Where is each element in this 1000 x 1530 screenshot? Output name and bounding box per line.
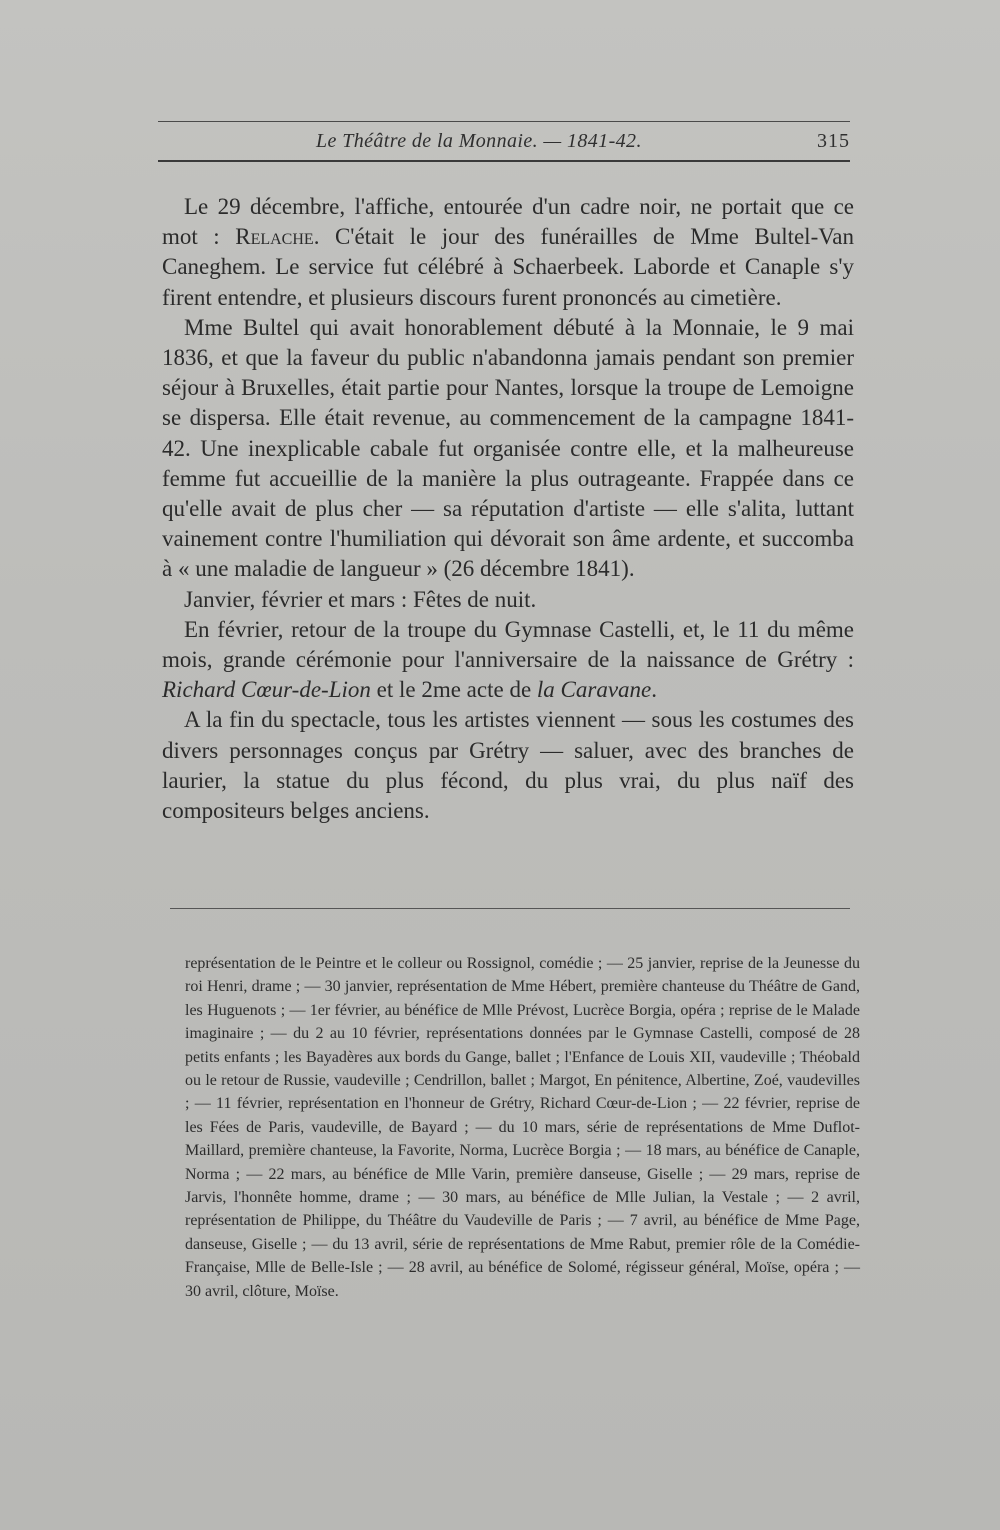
paragraph-5: A la fin du spectacle, tous les artistes viennent — sous les costumes des divers personnages conçus par Grétry — saluer, avec des branches de laurier, la statue du plus fécond, du plus vrai, du plus naïf des compositeurs belges anciens. <box>162 707 854 824</box>
footnote <box>185 952 860 1303</box>
paragraph-3: Janvier, février et mars : Fêtes de nuit. <box>184 586 537 612</box>
footnote-rule <box>170 908 850 909</box>
main-text <box>162 192 854 826</box>
page-number: 315 <box>817 130 850 152</box>
work-title-richard: Richard Cœur-de-Lion <box>162 677 371 703</box>
paragraph-2: Mme Bultel qui avait honorablement débuté à la Monnaie, le 9 mai 1836, et que la faveur du public n'abandonna jamais pendant son premier séjour à Bruxelles, était partie pour Nantes, lorsque la troupe de Lemoigne se dispersa. Elle était revenue, au commencement de la campagne 1841-42. Une inexplicable cabale fut organisée contre elle, et la malheureuse femme fut accueillie de la manière la plus outrageante. Frappée dans ce qu'elle avait de plus cher — sa réputation d'artiste — elle s'alita, luttant vainement contre l'humiliation qui dévorait son âme ardente, et succomba à « une maladie de langueur » (26 décembre 1841). <box>162 314 854 582</box>
footnote-text: représentation de le Peintre et le colleur ou Rossignol, comédie ; — 25 janvier, reprise de la Jeunesse du roi Henri, drame ; — 30 janvier, représentation de Mme Hébert, première chanteuse du Théâtre de Gand, les Huguenots ; — 1er février, au bénéfice de Mlle Prévost, Lucrèce Borgia, opéra ; reprise de le Malade imaginaire ; — du 2 au 10 février, représentations données par le Gymnase Castelli, composé de 28 petits enfants ; les Bayadères aux bords du Gange, ballet ; l'Enfance de Louis XII, vaudeville ; Théobald ou le retour de Russie, vaudeville ; Cendrillon, ballet ; Margot, En pénitence, Albertine, Zoé, vaudevilles ; — 11 février, représentation en l'honneur de Grétry, Richard Cœur-de-Lion ; — 22 février, reprise de les Fées de Paris, vaudeville, de Bayard ; — du 10 mars, série de représentations de Mme Duflot-Maillard, première chanteuse, la Favorite, Norma, Lucrèce Borgia ; — 18 mars, au bénéfice de Canaple, Norma ; — 22 mars, au bénéfice de Mlle Varin, première danseuse, Giselle ; — 29 mars, reprise de Jarvis, l'honnête homme, drame ; — 30 mars, au bénéfice de Mlle Julian, la Vestale ; — 2 avril, représentation de Philippe, du Théâtre du Vaudeville de Paris ; — 7 avril, au bénéfice de Mme Page, danseuse, Giselle ; — du 13 avril, série de représentations de Mme Rabut, premier rôle de la Comédie-Française, Mlle de Belle-Isle ; — 28 avril, au bénéfice de Solomé, régisseur général, Moïse, opéra ; — 30 avril, clôture, Moïse. <box>185 955 860 1300</box>
header-rule-top <box>158 121 850 122</box>
relache-word: Relache <box>235 224 314 250</box>
paragraph-4: En février, retour de la troupe du Gymnase Castelli, et, le 11 du même mois, grande cérémonie pour l'anniversaire de la naissance de Grétry : Richard Cœur-de-Lion et le 2me acte de la Caravane. <box>162 616 854 703</box>
running-header <box>158 128 850 158</box>
header-rule-bottom <box>158 160 850 162</box>
work-title-caravane: la Caravane <box>536 677 652 703</box>
running-title: Le Théâtre de la Monnaie. — 1841-42. <box>316 130 642 152</box>
paragraph-1: Le 29 décembre, l'affiche, entourée d'un cadre noir, ne portait que ce mot : Relache. C'était le jour des funérailles de Mme Bultel-Van Caneghem. Le service fut célébré à Schaerbeek. Laborde et Canaple s'y firent entendre, et plusieurs discours furent prononcés au cimetière. <box>162 194 855 310</box>
